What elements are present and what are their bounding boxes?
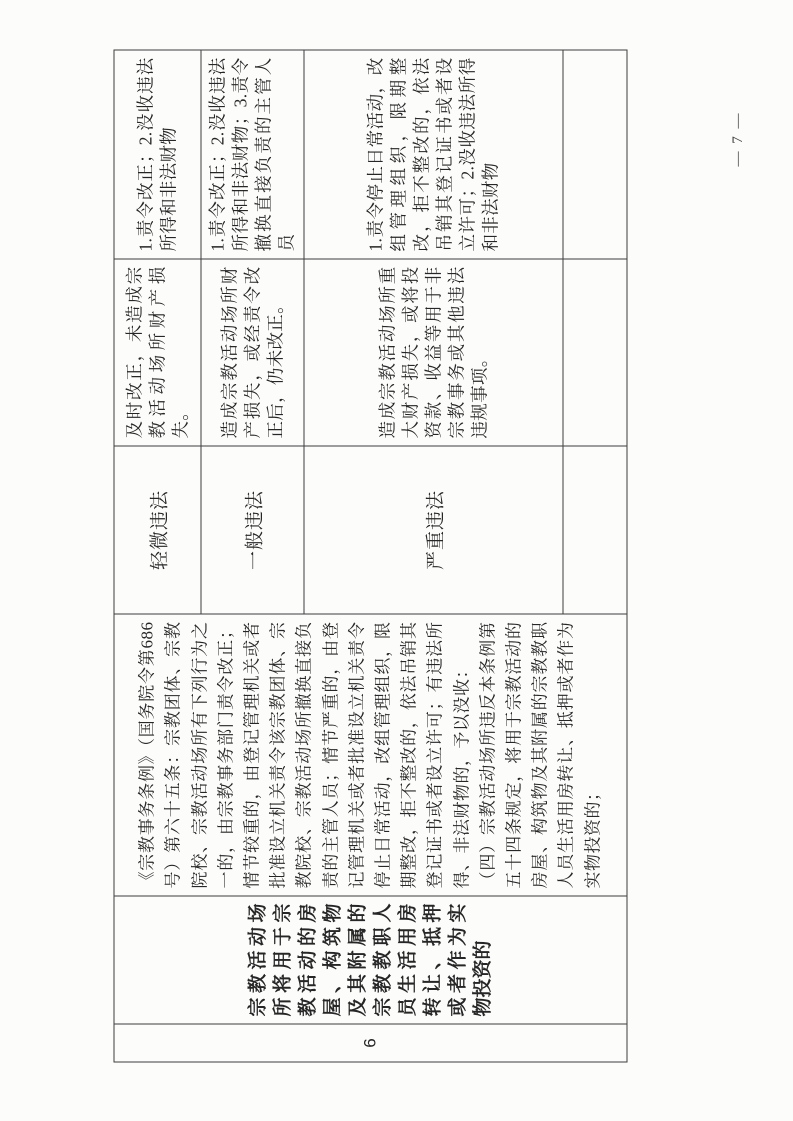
penalty-cell-minor: 1.责令改正；2.没收违法所得和非法财物 (114, 50, 201, 259)
degree-cell-severe: 严重违法 (304, 446, 563, 614)
penalty-cell-general: 1.责令改正；2.没收违法所得和非法财物；3.责令撤换直接负责的主管人员 (201, 50, 304, 259)
degree-cell-general: 一般违法 (201, 446, 304, 614)
empty-cell (563, 259, 627, 446)
table-row (114, 50, 201, 1062)
serial-number-cell: 6 (114, 1024, 627, 1062)
empty-cell (563, 50, 627, 259)
penalty-cell-severe: 1.责令停止日常活动，改组管理组织，限期整改，拒不整改的，依法吊销其登记证书或者设立许可；2.没收违法所得和非法财物 (304, 50, 563, 259)
legal-basis-item-paragraph: （四）宗教活动场所违反本条例第五十四条规定，将用于宗教活动的房屋、构筑物及其附属的宗教教职人员生活用房转让、抵押或者作为实物投资的； (478, 621, 603, 889)
legal-basis-cell (114, 614, 627, 896)
circumstance-cell-severe: 造成宗教活动场所重大财产损失，或将投资款、收益等用于非宗教事务或其他违法违规事项。 (304, 259, 563, 446)
degree-cell-minor: 轻微违法 (114, 446, 201, 614)
violation-description-cell: 宗教活动场所将用于宗教活动的房屋、构筑物及其附属的宗教教职人员生活用房转让、抵押或者作为实物投资的 (114, 896, 627, 1024)
empty-cell (563, 446, 627, 614)
circumstance-cell-general: 造成宗教活动场所财产损失，或经责令改正后，仍未改正。 (201, 259, 304, 446)
circumstance-cell-minor: 及时改正，未造成宗教活动场所财产损失。 (114, 259, 201, 446)
penalty-discretion-table (114, 50, 628, 1063)
rotated-table-container (114, 51, 627, 1063)
page-number: — 7 — (730, 111, 746, 167)
legal-basis-paragraph: 《宗教事务条例》（国务院令第686号）第六十五条：宗教团体、宗教院校、宗教活动场所有下列行为之一的，由宗教事务部门责令改正；情节较重的，由登记管理机关或者批准设立机关责令该宗教团体、宗教院校、宗教活动场所撤换直接负责的主管人员；情节严重的，由登记管理机关或者批准设立机关责令停止日常活动，改组管理组织，限期整改，拒不整改的，依法吊销其登记证书或者设立许可；有违法所得、非法财物的，予以没收： (137, 621, 472, 889)
